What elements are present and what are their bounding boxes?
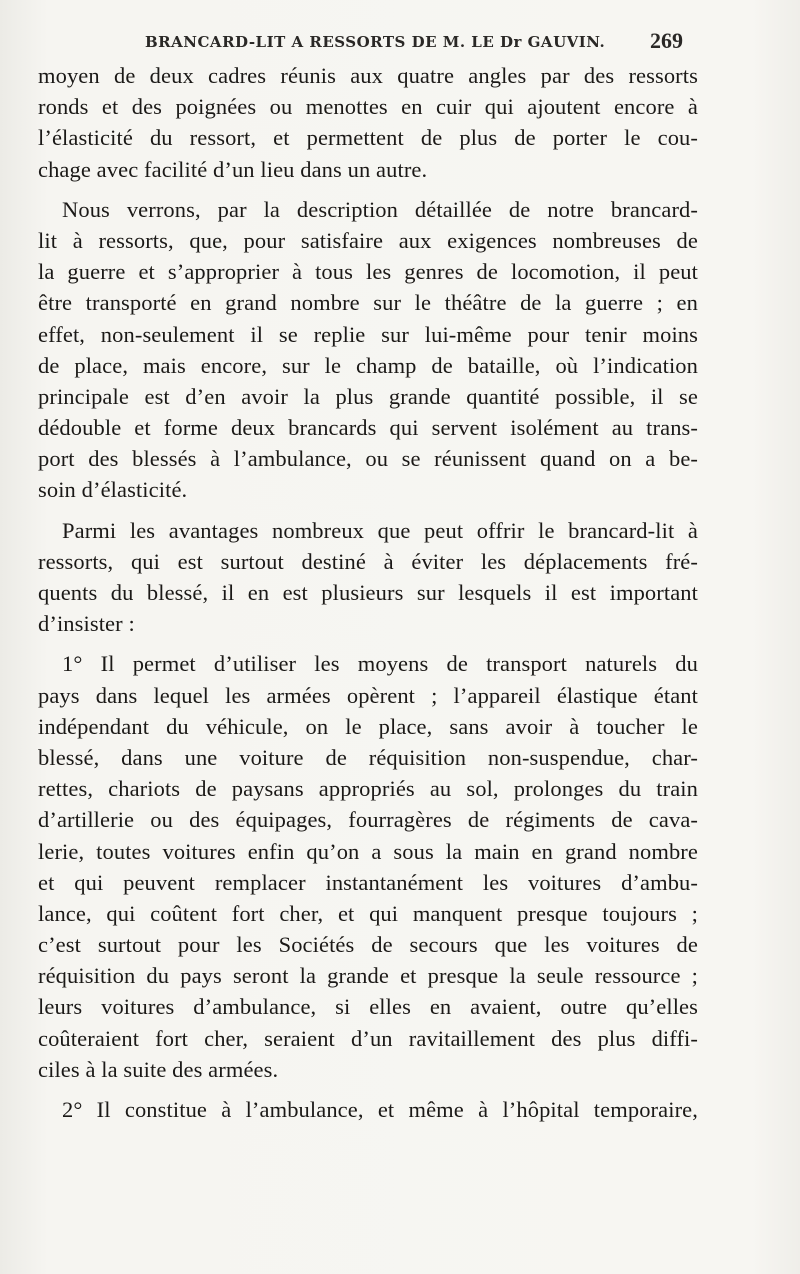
text-line: ronds et des poignées ou menottes en cuir qui ajoutent encore à (38, 94, 698, 120)
text-line: ressorts, qui est surtout destiné à éviter les déplacements fré- (38, 548, 698, 574)
text-line: réquisition du pays seront la grande et presque la seule ressource ; (38, 963, 698, 989)
text-line: c’est surtout pour les Sociétés de secours que les voitures de (38, 932, 698, 958)
text-line: chage avec facilité d’un lieu dans un autre. (38, 156, 428, 182)
text-line: indépendant du véhicule, on le place, sans avoir à toucher le (38, 713, 698, 739)
text-line: port des blessés à l’ambulance, ou se réunissent quand on a be- (38, 446, 698, 472)
text-line: lerie, toutes voitures enfin qu’on a sous la main en grand nombre (38, 838, 698, 864)
text-line: lit à ressorts, que, pour satisfaire aux exigences nombreuses de (38, 227, 698, 253)
text-line: soin d’élasticité. (38, 477, 188, 503)
page-header (0, 28, 800, 58)
text-line: moyen de deux cadres réunis aux quatre angles par des ressorts (38, 63, 698, 88)
text-line: principale est d’en avoir la plus grande quantité possible, il se (38, 383, 698, 409)
text-line: quents du blessé, il en est plusieurs sur lesquels il est important (38, 580, 698, 605)
text-line: 2° Il constitue à l’ambulance, et même à l’hôpital temporaire, (62, 1097, 698, 1122)
text-line: l’élasticité du ressort, et permettent de plus de porter le cou- (38, 125, 698, 151)
running-head: BRANCARD-LIT A RESSORTS DE M. LE Dr GAUVIN. (145, 33, 606, 51)
text-line: d’artillerie ou des équipages, fourragères de régiments de cava- (38, 807, 698, 833)
body-text (38, 60, 698, 1125)
text-line: être transporté en grand nombre sur le théâtre de la guerre ; en (38, 290, 698, 316)
paragraph (38, 515, 698, 640)
text-line: lance, qui coûtent fort cher, et qui manquent presque toujours ; (38, 900, 698, 926)
text-line: Nous verrons, par la description détaillée de notre brancard- (62, 196, 698, 222)
text-line: effet, non-seulement il se replie sur lui-même pour tenir moins (38, 321, 698, 347)
text-line: rettes, chariots de paysans appropriés au sol, prolonges du train (38, 776, 698, 802)
text-line: blessé, dans une voiture de réquisition non-suspendue, char- (38, 744, 698, 770)
text-line: leurs voitures d’ambulance, si elles en avaient, outre qu’elles (38, 994, 698, 1020)
text-line: la guerre et s’approprier à tous les genres de locomotion, il peut (38, 259, 698, 285)
text-line: ciles à la suite des armées. (38, 1056, 279, 1082)
text-line: de place, mais encore, sur le champ de bataille, où l’indication (38, 352, 698, 378)
text-line: Parmi les avantages nombreux que peut offrir le brancard-lit à (62, 517, 698, 543)
text-line: coûteraient fort cher, seraient d’un ravitaillement des plus diffi- (38, 1025, 698, 1051)
text-line: 1° Il permet d’utiliser les moyens de transport naturels du (62, 651, 698, 677)
text-line: dédouble et forme deux brancards qui servent isolément au trans- (38, 415, 698, 441)
paragraph (38, 648, 698, 1085)
text-line: pays dans lequel les armées opèrent ; l’appareil élastique étant (38, 682, 698, 708)
text-line: et qui peuvent remplacer instantanément les voitures d’ambu- (38, 869, 698, 895)
text-line: d’insister : (38, 611, 135, 637)
page-number: 269 (650, 28, 683, 53)
paragraph (38, 1094, 698, 1125)
paragraph (38, 60, 698, 185)
paragraph (38, 194, 698, 506)
